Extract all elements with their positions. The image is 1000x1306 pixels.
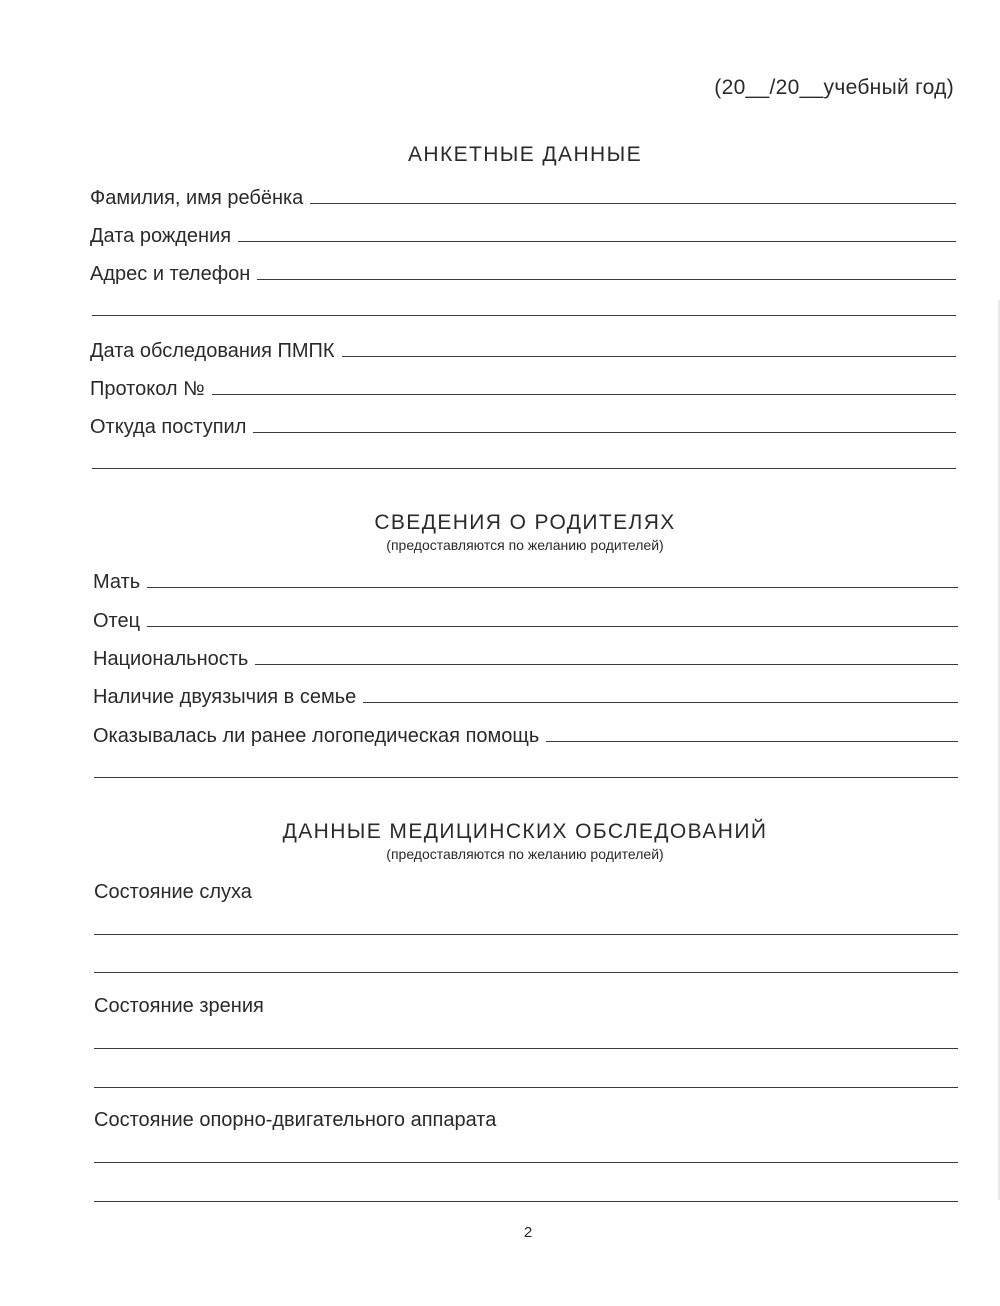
- field-label: Мать: [93, 571, 141, 593]
- fill-line[interactable]: [255, 664, 958, 665]
- field-birth-date[interactable]: [90, 218, 956, 248]
- section-title-personal-data: АНКЕТНЫЕ ДАННЫЕ: [408, 143, 642, 166]
- field-label: Дата обследования ПМПК: [90, 340, 335, 362]
- field-label: Адрес и телефон: [90, 263, 251, 285]
- fill-line-hearing-2[interactable]: [94, 972, 958, 973]
- fill-line[interactable]: [310, 203, 956, 204]
- fill-line[interactable]: [257, 279, 956, 280]
- fill-line[interactable]: [342, 356, 956, 357]
- field-child-name[interactable]: [90, 180, 956, 210]
- section-subtitle-medical: (предоставляются по желанию родителей): [386, 846, 664, 862]
- fill-line-musculoskeletal-2[interactable]: [94, 1201, 958, 1202]
- field-mother[interactable]: [93, 564, 958, 594]
- field-label: Национальность: [93, 648, 249, 670]
- fill-line-musculoskeletal-1[interactable]: [94, 1162, 958, 1163]
- fill-line-hearing-1[interactable]: [94, 934, 958, 935]
- field-label: Оказывалась ли ранее логопедическая помощь: [93, 725, 540, 747]
- page-number: 2: [523, 1224, 533, 1241]
- fill-line-speech-therapy-extra[interactable]: [94, 777, 958, 778]
- field-address-phone[interactable]: [90, 256, 956, 286]
- fill-line[interactable]: [546, 741, 958, 742]
- fill-line-vision-1[interactable]: [94, 1048, 958, 1049]
- field-label: Дата рождения: [90, 225, 232, 247]
- field-father[interactable]: [93, 603, 958, 633]
- fill-line[interactable]: [363, 702, 958, 703]
- fill-line[interactable]: [253, 432, 956, 433]
- field-nationality[interactable]: [93, 641, 958, 671]
- field-label: Фамилия, имя ребёнка: [90, 187, 304, 209]
- field-label: Откуда поступил: [90, 416, 247, 438]
- fill-line[interactable]: [147, 587, 958, 588]
- field-label: Отец: [93, 610, 141, 632]
- fill-line[interactable]: [147, 626, 958, 627]
- field-bilingualism[interactable]: [93, 679, 958, 709]
- field-prior-speech-therapy[interactable]: [93, 718, 958, 748]
- label-vision-status: Состояние зрения: [94, 995, 264, 1017]
- field-label: Протокол №: [90, 378, 205, 400]
- field-came-from[interactable]: [90, 409, 956, 439]
- section-title-parents: СВЕДЕНИЯ О РОДИТЕЛЯХ: [374, 511, 676, 534]
- fill-line-address-extra[interactable]: [92, 315, 956, 316]
- fill-line[interactable]: [238, 241, 956, 242]
- label-musculoskeletal-status: Состояние опорно-двигательного аппарата: [94, 1109, 497, 1131]
- field-label: Наличие двуязычия в семье: [93, 686, 357, 708]
- field-pmpk-exam-date[interactable]: [90, 333, 956, 363]
- field-protocol-number[interactable]: [90, 371, 956, 401]
- fill-line-came-from-extra[interactable]: [92, 468, 956, 469]
- fill-line[interactable]: [212, 394, 956, 395]
- school-year-line: (20__/20__учебный год): [714, 76, 954, 99]
- section-title-medical: ДАННЫЕ МЕДИЦИНСКИХ ОБСЛЕДОВАНИЙ: [282, 820, 768, 843]
- fill-line-vision-2[interactable]: [94, 1087, 958, 1088]
- label-hearing-status: Состояние слуха: [94, 881, 252, 903]
- section-subtitle-parents: (предоставляются по желанию родителей): [386, 537, 664, 553]
